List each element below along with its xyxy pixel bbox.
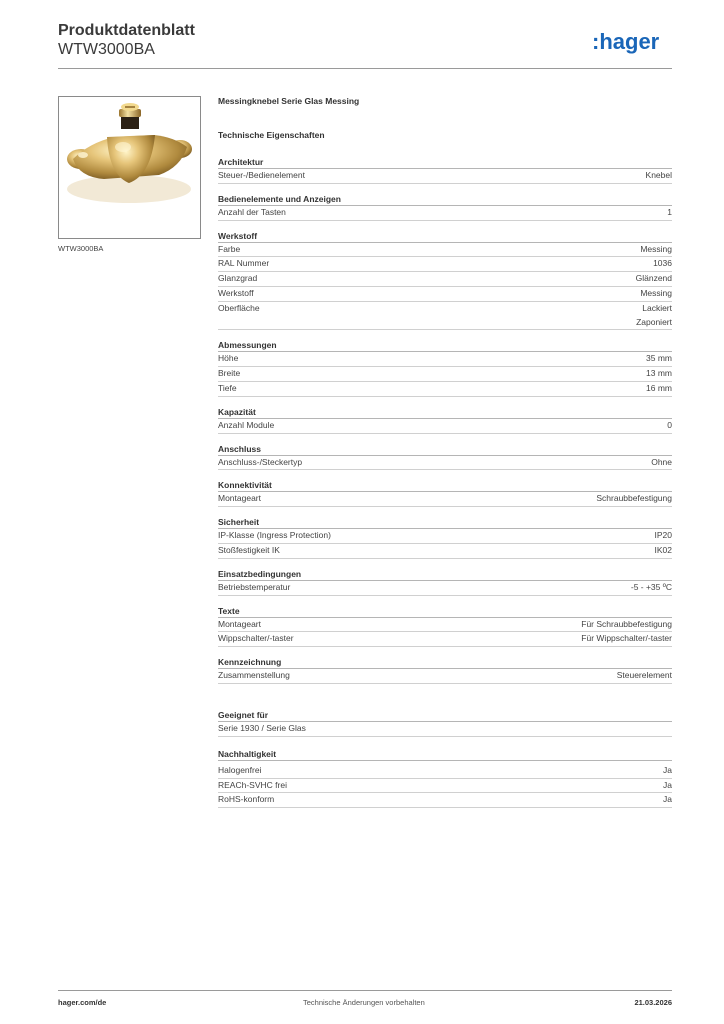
spec-row: [218, 544, 672, 559]
spec-value-line: Lackiert: [642, 302, 672, 313]
spec-label: Steuer-/Bedienelement: [218, 170, 305, 180]
spec-value: 1036: [653, 258, 672, 269]
spec-label: REACh-SVHC frei: [218, 779, 287, 790]
spec-row: [218, 257, 672, 272]
spec-label: Werkstoff: [218, 287, 254, 298]
spec-value: -5 - +35 ºC: [630, 581, 672, 592]
section-sicherheit: [218, 516, 672, 559]
section-werkstoff: [218, 230, 672, 331]
svg-text::hager: :hager: [592, 30, 660, 54]
document-date: 21.03.2026: [634, 998, 672, 1007]
section-architektur: [218, 156, 672, 184]
spec-value: 13 mm: [646, 368, 672, 379]
section-title: Geeignet für: [218, 709, 672, 722]
document-title: Produktdatenblatt: [58, 22, 195, 39]
spec-row: [218, 456, 672, 471]
photo-caption: WTW3000BA: [58, 244, 104, 253]
product-photo: [58, 96, 201, 239]
spec-row: [218, 206, 672, 221]
spec-value-line: Zaponiert: [636, 316, 672, 327]
document-article-number: WTW3000BA: [58, 41, 155, 58]
spec-label: Farbe: [218, 243, 241, 254]
spec-value: Steuerelement: [616, 670, 672, 681]
spec-label: Serie 1930 / Serie Glas: [218, 722, 306, 733]
spec-value: Ja: [663, 764, 672, 775]
spec-value: Knebel: [645, 170, 672, 180]
section-abmessungen: [218, 339, 672, 396]
spec-row: [218, 367, 672, 382]
section-title: Anschluss: [218, 443, 672, 456]
spec-value: Glänzend: [635, 273, 672, 284]
section-title: Texte: [218, 605, 672, 618]
section-geeignet-fuer: [218, 709, 672, 737]
spec-label: RAL Nummer: [218, 258, 270, 269]
spec-label: Betriebstemperatur: [218, 581, 291, 592]
section-title: Abmessungen: [218, 339, 672, 352]
spec-value: 35 mm: [646, 353, 672, 364]
spec-label: RoHS-konform: [218, 794, 275, 805]
spec-value: Messing: [640, 243, 672, 254]
spec-row: [218, 779, 672, 794]
spec-label: Höhe: [218, 353, 239, 364]
spec-label: Montageart: [218, 618, 261, 629]
spec-label: Breite: [218, 368, 241, 379]
spec-row: [218, 287, 672, 302]
spec-value: [636, 302, 672, 330]
product-name: Messingknebel Serie Glas Messing: [218, 96, 360, 106]
spec-row: [218, 632, 672, 647]
section-title: Einsatzbedingungen: [218, 568, 672, 581]
spec-label: Glanzgrad: [218, 273, 258, 284]
section-kennzeichnung: [218, 656, 672, 684]
spec-row: [218, 529, 672, 544]
spec-row: [218, 382, 672, 397]
brass-knob-image: [59, 97, 200, 238]
spec-row: [218, 243, 672, 258]
spec-row: [218, 169, 672, 184]
spec-value: IK02: [654, 544, 672, 555]
spec-value: Ohne: [651, 456, 672, 467]
page-header: [58, 22, 672, 68]
spec-value: 0: [667, 419, 672, 430]
spec-value: 16 mm: [646, 382, 672, 393]
spec-row: [218, 722, 672, 737]
section-kapazitaet: [218, 406, 672, 434]
spec-value: Ja: [663, 794, 672, 805]
section-einsatzbedingungen: [218, 568, 672, 596]
spec-label: Montageart: [218, 493, 261, 504]
section-konnektivitaet: [218, 479, 672, 507]
section-nachhaltigkeit: [218, 748, 672, 808]
spec-row: [218, 618, 672, 633]
spec-value: Für Wippschalter/-taster: [581, 633, 672, 644]
hager-logo: [592, 30, 672, 54]
spec-row: [218, 352, 672, 367]
spec-row: [218, 492, 672, 507]
header-divider: [58, 68, 672, 69]
spec-label: Tiefe: [218, 382, 237, 393]
spec-label: Stoßfestigkeit IK: [218, 544, 280, 555]
spec-row: [218, 669, 672, 684]
section-bedienelemente: [218, 193, 672, 221]
spec-label: Wippschalter/-taster: [218, 633, 294, 644]
specification-content: [218, 96, 672, 817]
website-link[interactable]: hager.com/de: [58, 998, 107, 1007]
spec-value: Ja: [663, 779, 672, 790]
spec-label: Oberfläche: [218, 302, 260, 313]
spec-row: [218, 793, 672, 808]
spec-value: IP20: [654, 530, 672, 541]
spec-label: Anzahl der Tasten: [218, 206, 286, 217]
spec-row: [218, 272, 672, 287]
section-title: Bedienelemente und Anzeigen: [218, 193, 672, 206]
spec-value: Messing: [640, 287, 672, 298]
section-title: Konnektivität: [218, 479, 672, 492]
disclaimer: Technische Änderungen vorbehalten: [303, 998, 425, 1007]
spec-row: [218, 302, 672, 331]
technical-properties-heading: Technische Eigenschaften: [218, 130, 325, 140]
spec-row: [218, 581, 672, 596]
section-anschluss: [218, 443, 672, 471]
spec-row: [218, 419, 672, 434]
footer-divider: [58, 990, 672, 991]
section-title: Nachhaltigkeit: [218, 748, 672, 761]
spec-label: Halogenfrei: [218, 764, 262, 775]
section-title: Architektur: [218, 156, 672, 169]
spec-value: Schraubbefestigung: [596, 493, 672, 504]
spec-label: Anzahl Module: [218, 419, 275, 430]
section-title: Kapazität: [218, 406, 672, 419]
section-title: Sicherheit: [218, 516, 672, 529]
spec-label: Zusammenstellung: [218, 670, 290, 681]
section-title: Kennzeichnung: [218, 656, 672, 669]
spec-value: Für Schraubbefestigung: [581, 618, 672, 629]
spec-row: [218, 764, 672, 779]
section-title: Werkstoff: [218, 230, 672, 243]
spec-label: Anschluss-/Steckertyp: [218, 456, 303, 467]
spec-value: 1: [667, 206, 672, 217]
spec-label: IP-Klasse (Ingress Protection): [218, 530, 331, 541]
section-texte: [218, 605, 672, 648]
